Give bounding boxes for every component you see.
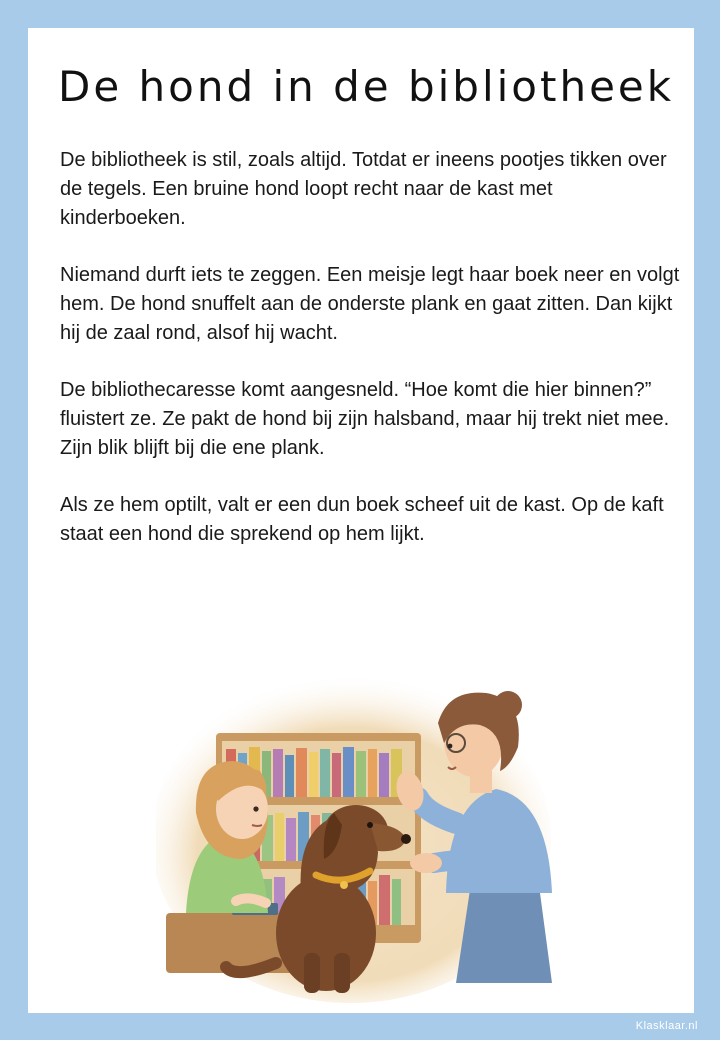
story-text [60, 146, 680, 577]
story-illustration [156, 663, 556, 1003]
paragraph-3: De bibliothecaresse komt aangesneld. “Hoe komt die hier binnen?” fluistert ze. Ze pakt de hond bij zijn halsband, maar hij trekt niet mee. Zijn blik blijft bij die ene plank. [60, 379, 670, 459]
paragraph-2: Niemand durft iets te zeggen. Een meisje legt haar boek neer en volgt hem. De hond snuffelt aan de onderste plank en gaat zitten. Dan kijkt hij de zaal rond, alsof hij wacht. [60, 264, 680, 344]
worksheet-card [28, 28, 694, 1013]
page-title: De hond in de bibliotheek [58, 62, 675, 111]
paragraph-4: Als ze hem optilt, valt er een dun boek scheef uit de kast. Op de kaft staat een hond die sprekend op hem lijkt. [60, 494, 664, 545]
footer-brand: Klasklaar.nl [635, 1020, 698, 1032]
paragraph-1: De bibliotheek is stil, zoals altijd. Totdat er ineens pootjes tikken over de tegels. Een bruine hond loopt recht naar de kast met kinderboeken. [60, 149, 667, 229]
